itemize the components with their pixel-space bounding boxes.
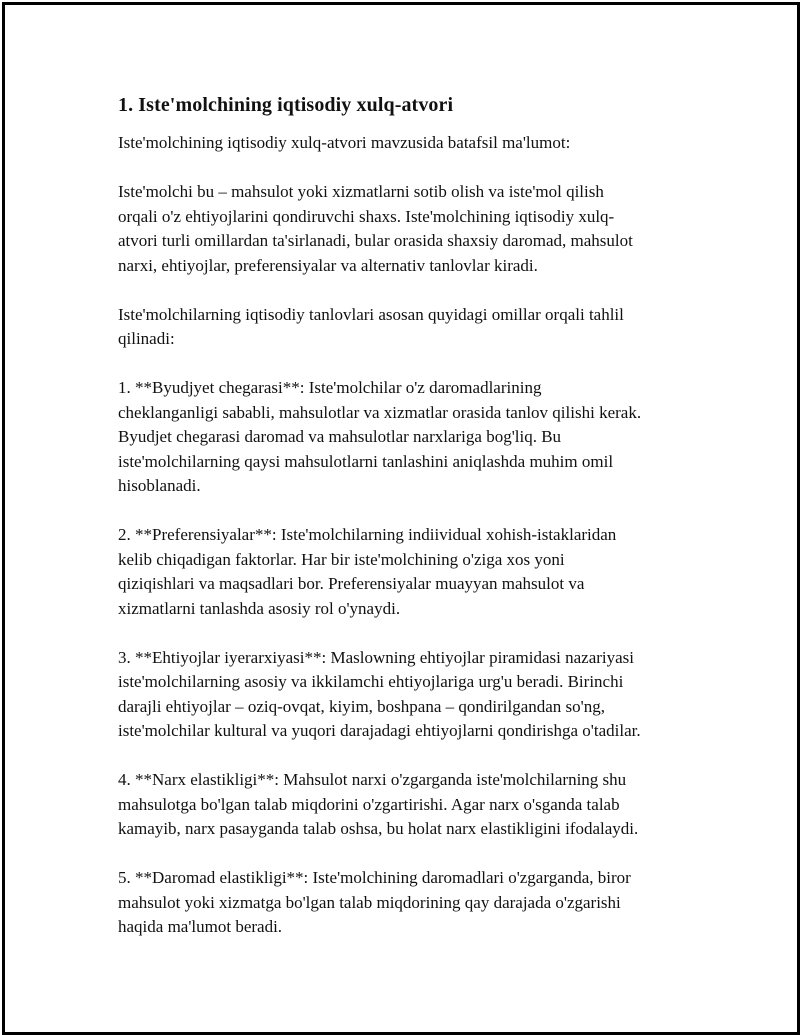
analysis-intro-paragraph: Iste'molchilarning iqtisodiy tanlovlari asosan quyidagi omillar orqali tahlil qilinadi: [118, 304, 624, 348]
list-item-price-elasticity: 4. **Narx elastikligi**: Mahsulot narxi o'zgarganda iste'molchilarning shu mahsulotga bo'lgan talab miqdorini o'zgartirishi. Agar narx o'sganda talab kamayib, narx pasayganda talab oshsa, bu holat narx elastikligini ifodalaydi. [118, 770, 639, 838]
intro-paragraph: Iste'molchining iqtisodiy xulq-atvori mavzusida batafsil ma'lumot: [118, 133, 571, 152]
document-body [118, 91, 718, 964]
list-item-needs-hierarchy: 3. **Ehtiyojlar iyerarxiyasi**: Maslowning ehtiyojlar piramidasi nazariyasi iste'molchilarning asosiy va ikkilamchi ehtiyojlariga urg'u beradi. Birinchi darajli ehtiyojlar – oziq-ovqat, kiyim, boshpana – qondirilgandan so'ng, iste'molchilar kultural va yuqori darajadagi ehtiyojlarni qondirishga o'tadilar. [118, 647, 641, 740]
list-item-preferences: 2. **Preferensiyalar**: Iste'molchilarning indiividual xohish-istaklaridan kelib chiqadigan faktorlar. Har bir iste'molchining o'ziga xos yoni qiziqishlari va maqsadlari bor. Preferensiyalar muayyan mahsulot va xizmatlarni tanlashda asosiy rol o'ynaydi. [118, 525, 617, 618]
definition-paragraph: Iste'molchi bu – mahsulot yoki xizmatlarni sotib olish va iste'mol qilish orqali o'z ehtiyojlarini qondiruvchi shaxs. Iste'molchining iqtisodiy xulq- atvori turli omillardan ta'sirlanadi, bular orasida shaxsiy daromad, mahsulot narxi, ehtiyojlar, preferensiyalar va alternativ tanlovlar kiradi. [118, 182, 633, 275]
list-item-income-elasticity: 5. **Daromad elastikligi**: Iste'molchining daromadlari o'zgarganda, biror mahsulot yoki xizmatga bo'lgan talab miqdorining qay darajada o'zgarishi haqida ma'lumot beradi. [118, 868, 631, 936]
document-heading: 1. Iste'molchining iqtisodiy xulq-atvori [118, 94, 454, 116]
list-item-budget-constraint: 1. **Byudjyet chegarasi**: Iste'molchilar o'z daromadlarining cheklanganligi sababli, mahsulotlar va xizmatlar orasida tanlov qilishi kerak. Byudjet chegarasi daromad va mahsulotlar narxlariga bog'liq. Bu iste'molchilarning qaysi mahsulotlarni tanlashini aniqlashda muhim omil hisoblanadi. [118, 378, 642, 495]
